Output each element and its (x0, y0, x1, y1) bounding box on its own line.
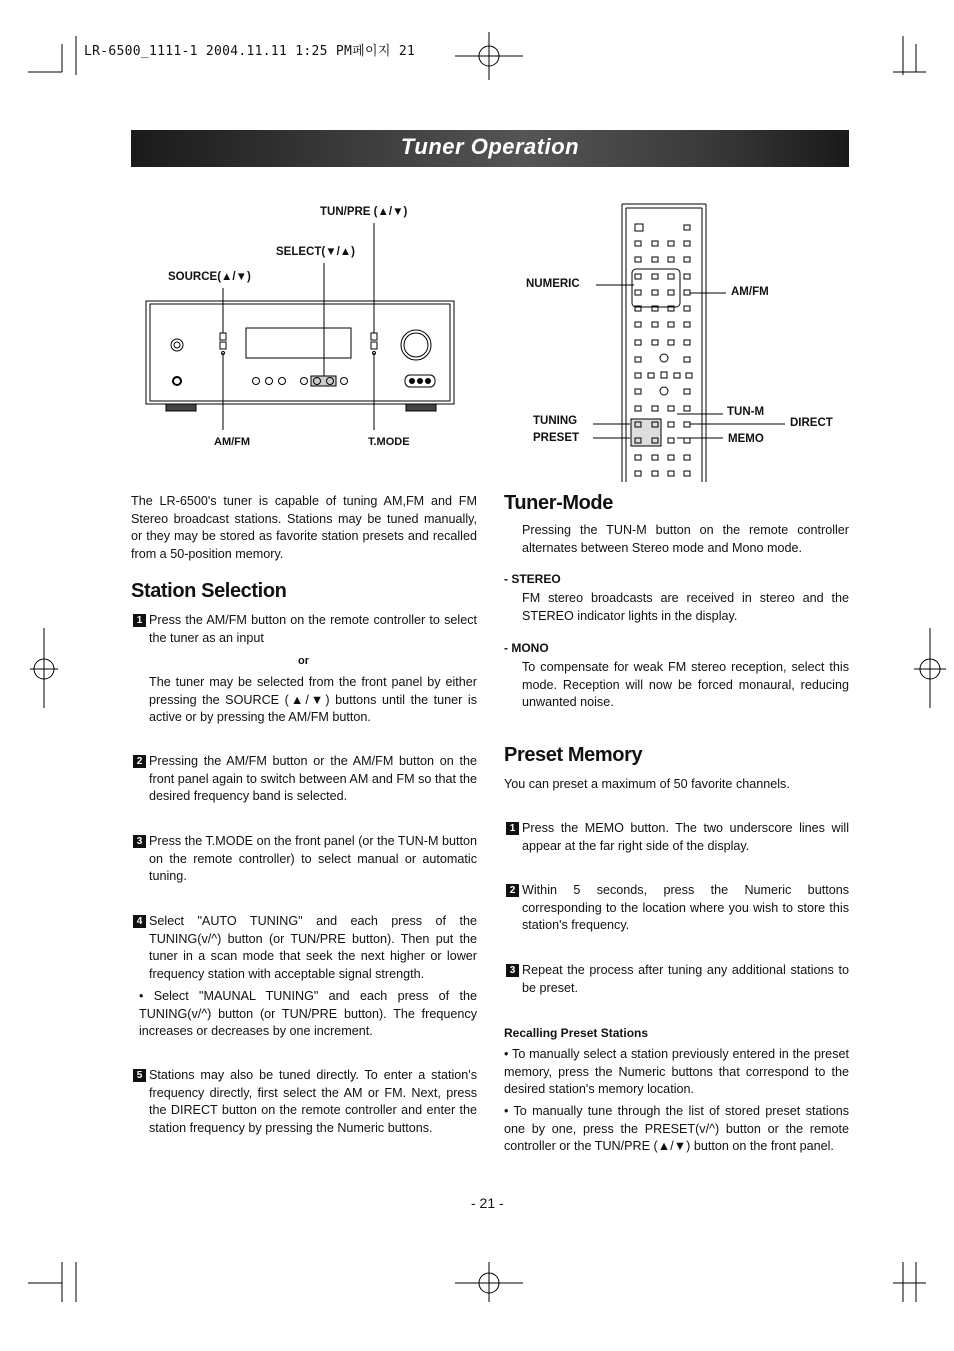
label-tun-m: TUN-M (727, 406, 765, 418)
stereo-text: FM stereo broadcasts are received in stereo and the STEREO indicator lights in the display. (522, 591, 849, 623)
front-panel-diagram (140, 200, 480, 460)
recall-bullet-1: • To manually select a station previously entered in the preset memory, press the Numeric buttons that correspond to the desired station's memory location. (504, 1047, 849, 1097)
label-numeric: NUMERIC (526, 278, 580, 290)
tuner-mode-heading: Tuner-Mode (504, 492, 613, 514)
label-preset: PRESET (533, 432, 580, 444)
print-info: LR-6500_1111-1 2004.11.11 1:25 PM페이지 21 (84, 44, 416, 59)
recall-bullet-2: • To manually tune through the list of stored preset stations one by one, press the PRESET(v/^) button or the remote controller or the TUN/PRE (▲/▼) button on the front panel. (504, 1104, 849, 1154)
page-title: Tuner Operation (400, 134, 580, 159)
step-number: 5 (133, 1069, 146, 1082)
preset-step2-text: Within 5 seconds, press the Numeric buttons corresponding to the location where you wish to store this station's frequency. (522, 883, 849, 933)
stereo-label: - STEREO (504, 572, 561, 586)
station-step1-text: Press the AM/FM button on the remote controller to select the tuner as an input (149, 613, 477, 645)
preset-step3-text: Repeat the process after tuning any additional stations to be preset. (522, 963, 849, 995)
label-select: SELECT(▼/▲) (276, 246, 355, 258)
title-bar (131, 130, 849, 167)
label-tun-pre: TUN/PRE (▲/▼) (320, 206, 408, 218)
station-step2-text: Pressing the AM/FM button or the AM/FM button on the front panel again to switch between AM and FM so that the desired frequency band is selected. (149, 754, 477, 804)
tuner-mode-text: Pressing the TUN-M button on the remote controller alternates between Stereo mode and Mono mode. (522, 523, 849, 555)
station-step3-text: Press the T.MODE on the front panel (or the TUN-M button on the remote controller) to select manual or automatic tuning. (149, 834, 477, 884)
station-step4-bullet: • Select "MAUNAL TUNING" and each press of the TUNING(v/^) button (or TUN/PRE button). The frequency increases or decreases by one increment. (139, 989, 477, 1039)
step-number: 3 (133, 835, 146, 848)
label-am-fm-remote: AM/FM (731, 286, 769, 298)
label-tuning: TUNING (533, 415, 578, 427)
mono-text: To compensate for weak FM stereo reception, select this mode. Reception will now be forced monaural, reducing unwanted noise. (522, 660, 849, 710)
label-t-mode: T.MODE (368, 436, 410, 448)
step-number: 1 (506, 822, 519, 835)
label-source: SOURCE(▲/▼) (168, 271, 251, 283)
preset-memory-heading: Preset Memory (504, 744, 643, 766)
remote-control-diagram (620, 200, 710, 485)
or-text: or (298, 655, 309, 667)
step-number: 1 (133, 614, 146, 627)
station-step5-text: Stations may also be tuned directly. To enter a station's frequency directly, first select the AM or FM. Next, press the DIRECT button on the remote controller and enter the station frequency by pressing the Numeric buttons. (149, 1068, 477, 1136)
step-number: 4 (133, 915, 146, 928)
label-direct: DIRECT (790, 417, 833, 429)
mono-label: - MONO (504, 641, 549, 655)
station-step1-alt: The tuner may be selected from the front panel by either pressing the SOURCE (▲/▼) buttons until the tuner is active or by pressing the AM/FM button. (149, 675, 477, 725)
preset-intro: You can preset a maximum of 50 favorite channels. (504, 777, 790, 791)
page-number: - 21 - (471, 1195, 504, 1211)
station-selection-heading: Station Selection (131, 580, 287, 602)
label-memo: MEMO (728, 433, 764, 445)
intro-paragraph: The LR-6500's tuner is capable of tuning AM,FM and FM Stereo broadcast stations. Stations may be tuned manually, or they may be stored as favorite station presets and recalled from a 50-position memory. (131, 494, 477, 562)
preset-step1-text: Press the MEMO button. The two underscore lines will appear at the far right side of the display. (522, 821, 849, 853)
step-number: 3 (506, 964, 519, 977)
recall-heading: Recalling Preset Stations (504, 1026, 649, 1040)
label-am-fm-front: AM/FM (214, 436, 251, 448)
step-number: 2 (506, 884, 519, 897)
station-step4-text: Select "AUTO TUNING" and each press of the TUNING(v/^) button (or TUN/PRE button). Then put the tuner in a scan mode that seek the next higher or lower frequency station with acceptable signal strength. (149, 914, 477, 982)
step-number: 2 (133, 755, 146, 768)
